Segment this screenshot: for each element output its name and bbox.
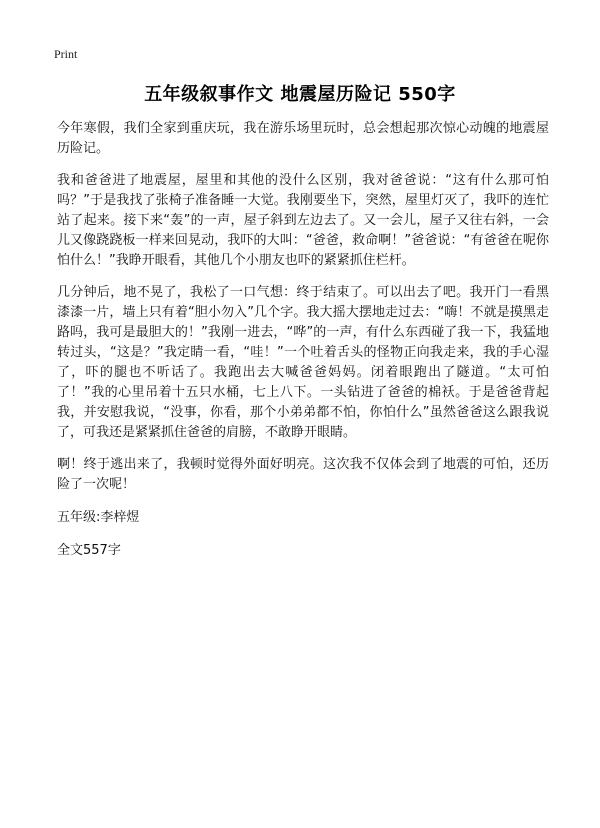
paragraph-earthquake-house: 我和爸爸进了地震屋，屋里和其他的没什么区别，我对爸爸说：“这有什么那可怕吗？”于是我找了张椅子准备睡一大觉。我刚要坐下，突然，屋里灯灭了，我吓的连忙站了起来。接下来“轰”的一声，屋子斜到左边去了。又一会儿，屋子又往右斜，一会儿又像跷跷板一样来回晃动，我吓的大叫：“爸爸，救命啊！”爸爸说：“有爸爸在呢你怕什么！”我睁开眼看，其他几个小朋友也吓的紧紧抓住栏杆。 <box>57 173 549 268</box>
author-line: 五年级:李梓煜 <box>57 510 140 525</box>
article-title: 五年级叙事作文 地震屋历险记 550字 <box>144 84 456 105</box>
print-label: Print <box>54 47 78 61</box>
paragraph-intro: 今年寒假，我们全家到重庆玩，我在游乐场里玩时，总会想起那次惊心动魄的地震屋历险记。 <box>57 121 549 156</box>
word-count: 全文557字 <box>57 543 121 558</box>
paragraph-dark-tunnel: 几分钟后，地不晃了，我松了一口气想：终于结束了。可以出去了吧。我开门一看黑漆漆一片，墙上只有着“胆小勿入”几个字。我大摇大摆地走过去：“嗨！不就是摸黑走路吗，我可是最胆大的！”我刚一进去，“哗”的一声，有什么东西碰了我一下，我猛地转过头，“这是？”我定睛一看，“哇！”一个吐着舌头的怪物正向我走来，我的手心湿了，吓的腿也不听话了。我跑出去大喊爸爸妈妈。闭着眼跑出了隧道。“太可怕了！”我的心里吊着十五只水桶，七上八下。一头钻进了爸爸的棉袄。于是爸爸背起我，并安慰我说，“没事，你看，那个小弟弟都不怕，你怕什么”虽然爸爸这么跟我说了，可我还是紧紧抓住爸爸的肩膀，不敢睁开眼睛。 <box>57 285 549 440</box>
paragraph-conclusion: 啊！终于逃出来了，我顿时觉得外面好明亮。这次我不仅体会到了地震的可怕，还历险了一次呢！ <box>57 457 549 492</box>
article-body <box>57 119 549 573</box>
